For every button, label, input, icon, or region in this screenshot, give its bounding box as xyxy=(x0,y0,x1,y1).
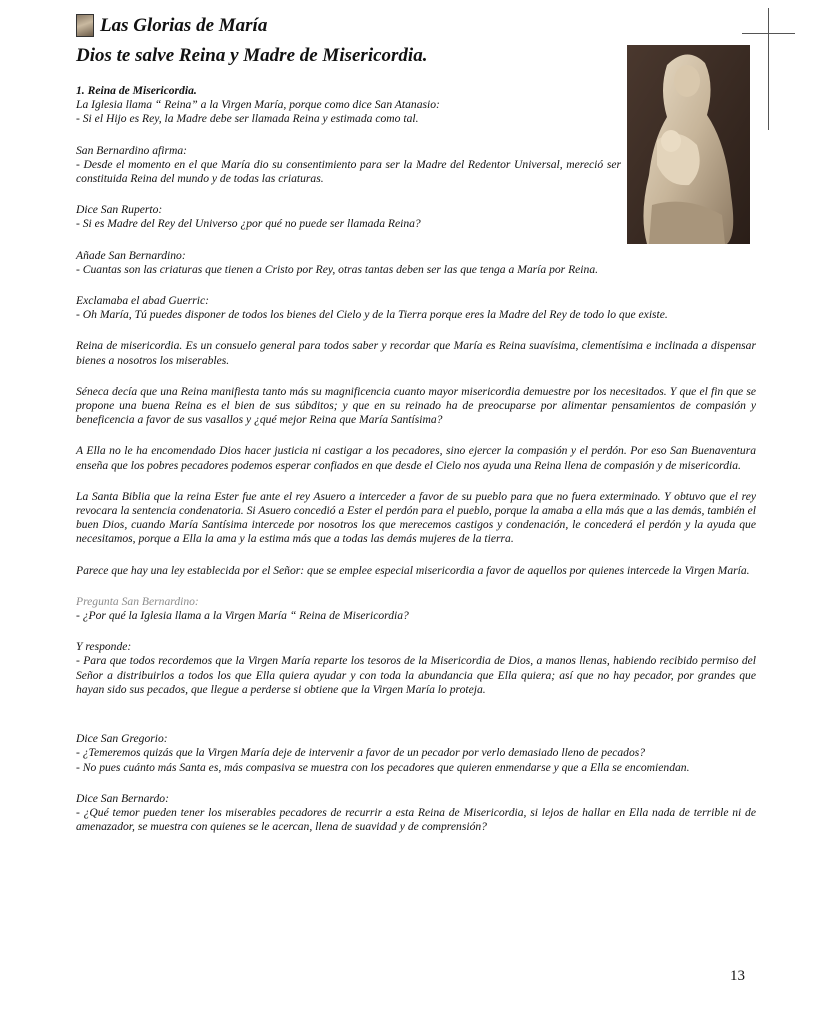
paragraph xyxy=(76,732,756,775)
paragraph-intro: Y responde: xyxy=(76,640,132,654)
paragraph xyxy=(76,444,756,472)
paragraph-text: Séneca decía que una Reina manifiesta tanto más su magnificencia cuanto mayor misericordia demuestre por los necesitados. Y que el fin que se propone una buena Reina es el bien de sus súbditos; y que en su reinado ha de preocuparse por alimentar pensamientos de compasión y beneficencia a favor de sus vasallos y ¿qué mejor Reina que María Santísima? xyxy=(76,384,756,427)
section-heading: 1. Reina de Misericordia. xyxy=(76,84,197,97)
paragraph-text: - ¿Por qué la Iglesia llama a la Virgen María “ Reina de Misericordia? xyxy=(76,609,409,623)
paragraph xyxy=(76,84,621,127)
virgin-mary-thumbnail-icon xyxy=(76,14,94,37)
paragraph-intro: Dice San Bernardo: xyxy=(76,791,169,805)
paragraph xyxy=(76,294,756,322)
paragraph-text: A Ella no le ha encomendado Dios hacer justicia ni castigar a los pecadores, sino ejercer la compasión y el perdón. Por eso San Buenaventura enseña que los pobres pecadores podemos esperar confiados en que desde el Cielo nos ayuda una Reina llena de compasión y de misericordia. xyxy=(76,444,756,472)
paragraph-text: - ¿Qué temor pueden tener los miserables pecadores de recurrir a esta Reina de Misericordia, si lejos de hallar en Ella nada de terrible ni de amenazador, se muestra con quienes se le acercan, llena de suavidad y de comprensión? xyxy=(76,805,756,834)
decorative-cross-horizontal xyxy=(742,33,795,34)
paragraph-text: - ¿Temeremos quizás que la Virgen María deje de intervenir a favor de un pecador por verlo demasiado lleno de pecados? xyxy=(76,746,646,760)
paragraph-intro: Añade San Bernardino: xyxy=(76,248,186,262)
paragraph xyxy=(76,385,756,428)
paragraph-intro: Dice San Ruperto: xyxy=(76,203,163,217)
paragraph-intro: San Bernardino afirma: xyxy=(76,143,187,157)
paragraph-intro: La Iglesia llama “ Reina” a la Virgen María, porque como dice San Atanasio: xyxy=(76,98,440,112)
paragraph-text: - Oh María, Tú puedes disponer de todos los bienes del Cielo y de la Tierra porque eres la Madre del Rey de todo lo que existe. xyxy=(76,308,668,322)
paragraph xyxy=(76,564,756,578)
paragraph xyxy=(76,490,756,547)
paragraph-text: - Para que todos recordemos que la Virgen María reparte los tesoros de la Misericordia de Dios, a manos llenas, habiendo recibido permiso del Señor a distribuirlos a todos los que Ella quiera ayudar y con toda la abundancia que Ella quiera; así que no hay pecador, por grandes que hayan sido sus pecados, que llegue a perderse si obtiene que la Virgen María lo proteja. xyxy=(76,654,756,696)
paragraph xyxy=(76,203,621,231)
paragraph-text: - No pues cuánto más Santa es, más compasiva se muestra con los pecadores que quieren enmendarse y que a Ella se encomiendan. xyxy=(76,760,690,774)
paragraph-text: - Si es Madre del Rey del Universo ¿por qué no puede ser llamada Reina? xyxy=(76,217,421,231)
paragraph-intro: Dice San Gregorio: xyxy=(76,732,168,746)
paragraph xyxy=(76,640,756,697)
paragraph-text: Parece que hay una ley establecida por el Señor: que se emplee especial misericordia a favor de aquellos por quienes intercede la Virgen María. xyxy=(76,563,750,577)
paragraph xyxy=(76,249,621,277)
series-title: Las Glorias de María xyxy=(100,14,268,36)
article-body xyxy=(76,84,756,851)
paragraph xyxy=(76,144,621,187)
paragraph xyxy=(76,339,756,367)
page-number: 13 xyxy=(730,968,745,984)
paragraph-text: Reina de misericordia. Es un consuelo general para todos saber y recordar que María es Reina suavísima, clementísima e inclinada a dispensar bienes a nosotros los miserables. xyxy=(76,339,756,367)
paragraph xyxy=(76,792,756,835)
decorative-cross-vertical xyxy=(768,8,769,130)
paragraph-text: - Si el Hijo es Rey, la Madre debe ser llamada Reina y estimada como tal. xyxy=(76,112,419,126)
paragraph-intro: Exclamaba el abad Guerric: xyxy=(76,294,209,308)
paragraph-text: La Santa Biblia que la reina Ester fue ante el rey Asuero a interceder a favor de su pueblo para que no fuera exterminado. Y obtuvo que el rey revocara la sentencia condenatoria. Si Asuero concedió a Ester el perdón para el pueblo, porque la amaba a ella más que a las demás, también el buen Dios, cuando María Santísima intercede por nosotros los que merecemos castigos y condenación, le concederá el perdón y la ayuda que necesitamos, porque a Ella la ama y la estima más que a todas las demás mujeres de la tierra. xyxy=(76,489,756,546)
paragraph xyxy=(76,595,756,623)
paragraph-text: - Cuantas son las criaturas que tienen a Cristo por Rey, otras tantas deben ser las que tenga a María por Reina. xyxy=(76,262,599,276)
page-title: Dios te salve Reina y Madre de Misericordia. xyxy=(76,45,428,66)
paragraph-intro: Pregunta San Bernardino: xyxy=(76,594,199,608)
page-header xyxy=(76,14,267,37)
paragraph-text: - Desde el momento en el que María dio su consentimiento para ser la Madre del Redentor Universal, mereció ser constituida Reina del mundo y de todas las criaturas. xyxy=(76,157,621,186)
